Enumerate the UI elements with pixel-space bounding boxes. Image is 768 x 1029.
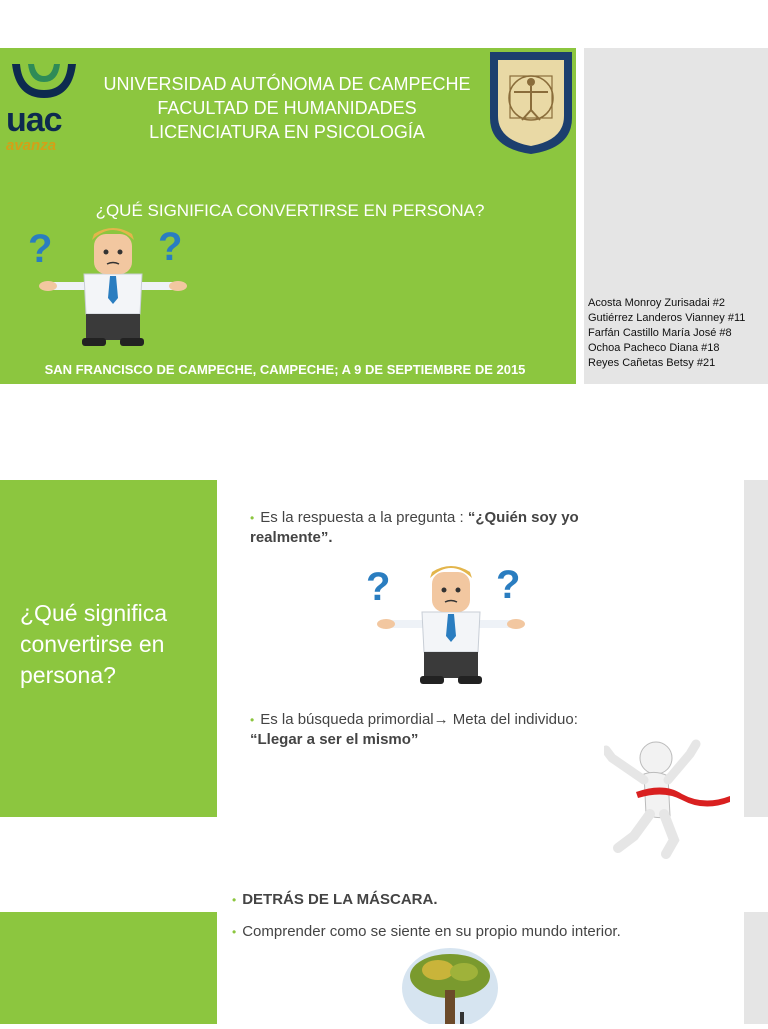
university-name: UNIVERSIDAD AUTÓNOMA DE CAMPECHE (103, 74, 471, 94)
slide2-title: ¿Qué significa convertirse en persona? (20, 600, 168, 688)
slide1-footer: SAN FRANCISCO DE CAMPECHE, CAMPECHE; A 9 DE SEPTIEMBRE DE 2015 (44, 362, 526, 377)
svg-text:?: ? (28, 227, 53, 271)
bullet-bold-text: “Llegar a ser el mismo” (250, 731, 419, 748)
author-item: Reyes Cañetas Betsy #21 (588, 357, 716, 369)
slide2-bullet-1 (250, 508, 660, 548)
bullet-text: Es la respuesta a la pregunta : (260, 509, 468, 526)
seal-icon (486, 48, 576, 156)
slide3-bullet-1 (232, 890, 652, 910)
authors-list (588, 296, 764, 371)
author-item: Farfán Castillo María José #8 (588, 327, 732, 339)
finish-line-runner-icon (604, 736, 734, 860)
slide3-side-strip (744, 912, 768, 1024)
slide3-bullet-2 (232, 922, 652, 942)
confused-man-icon (28, 222, 198, 350)
uac-logo-subtext: avanza (6, 137, 57, 154)
confused-man-icon (366, 560, 536, 688)
author-item: Gutiérrez Landeros Vianney #11 (588, 312, 746, 324)
bullet-text: Es la búsqueda primordial→ Meta del individuo: (260, 711, 578, 728)
bullet-icon: • (250, 511, 255, 525)
author-item: Ochoa Pacheco Diana #18 (588, 342, 720, 354)
slide3-title-panel (0, 912, 217, 1024)
bullet-icon: • (250, 713, 255, 727)
tree-icon (400, 948, 500, 1024)
slide1-question: ¿QUÉ SIGNIFICA CONVERTIRSE EN PERSONA? (95, 201, 485, 220)
slide1-title-block (82, 72, 492, 144)
faculty-name: FACULTAD DE HUMANIDADES (157, 98, 417, 118)
bullet-bold-text: “¿Quién soy yo realmente”. (250, 509, 579, 546)
bullet-text: Comprender como se siente en su propio mundo interior. (242, 923, 621, 940)
bullet-bold-text: DETRÁS DE LA MÁSCARA. (242, 891, 438, 908)
svg-text:?: ? (158, 225, 183, 269)
author-item: Acosta Monroy Zurisadai #2 (588, 297, 725, 309)
uac-logo-text: uac (6, 101, 62, 139)
slide2-side-strip (744, 480, 768, 817)
bullet-icon: • (232, 925, 237, 939)
svg-text:?: ? (366, 565, 391, 609)
bullet-icon: • (232, 893, 237, 907)
svg-text:?: ? (496, 563, 521, 607)
degree-name: LICENCIATURA EN PSICOLOGÍA (149, 122, 425, 142)
